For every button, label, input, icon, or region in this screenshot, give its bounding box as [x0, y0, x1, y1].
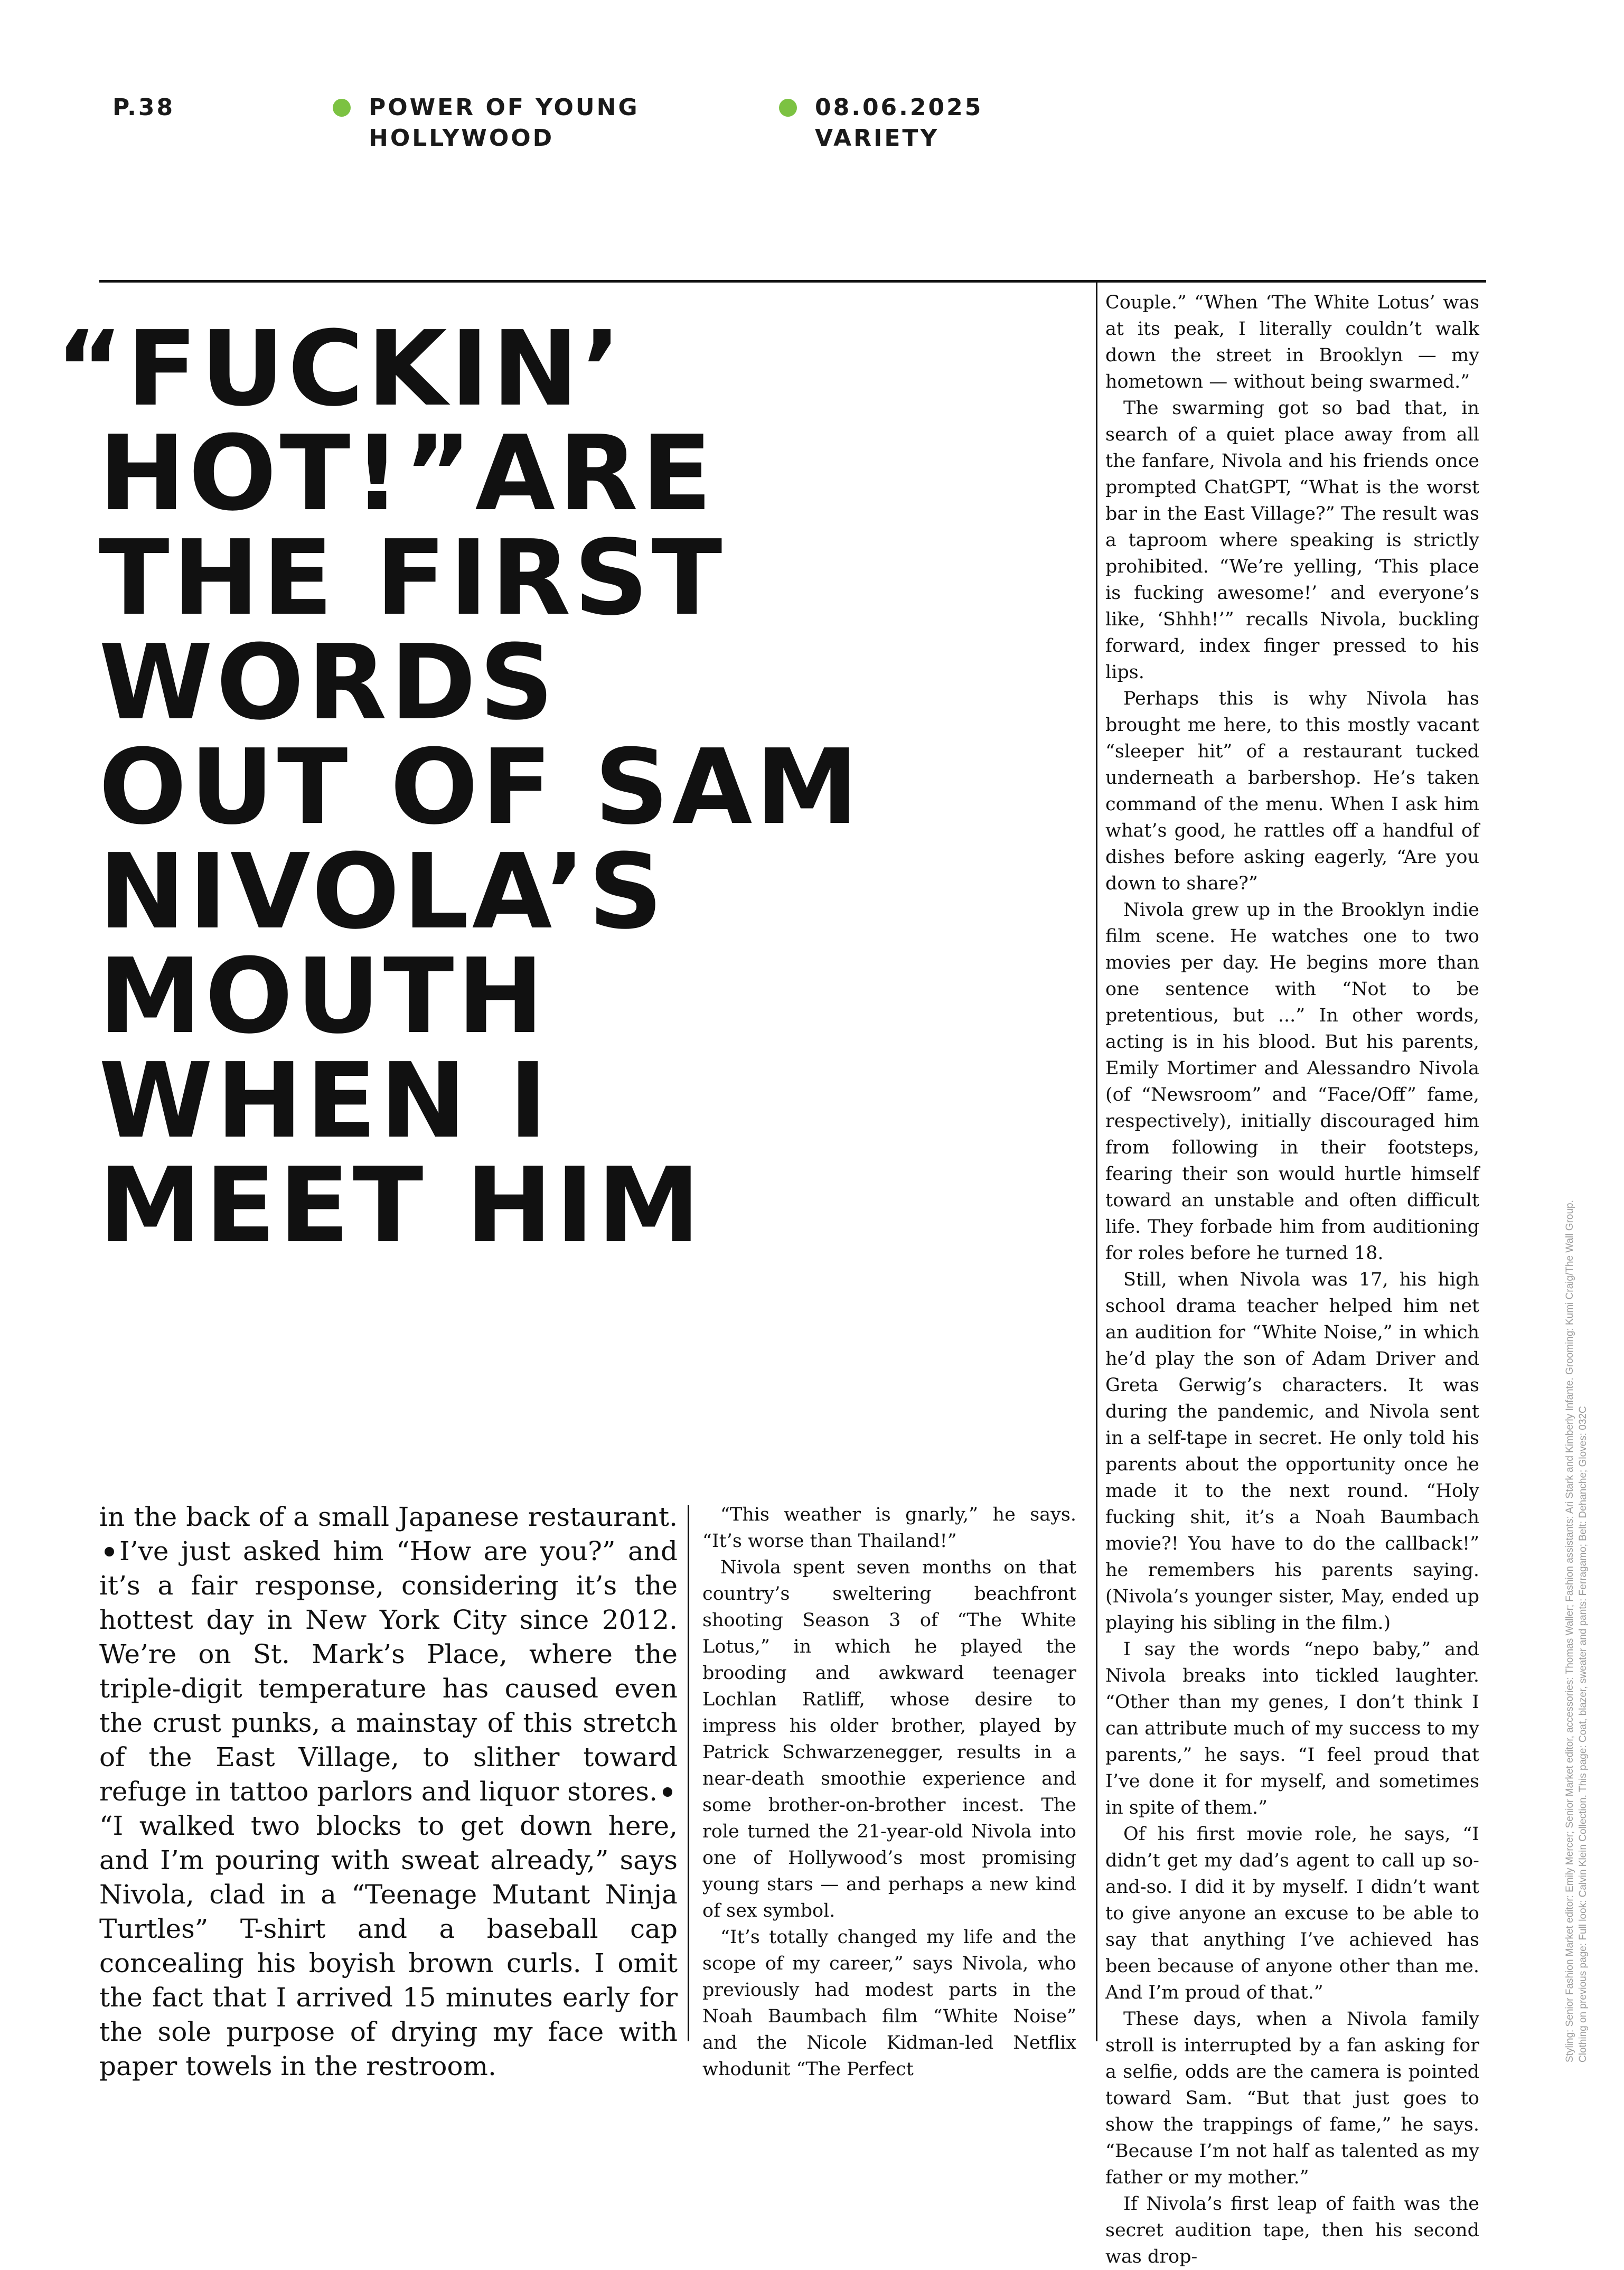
lead-text-1: in the back of a small Japanese restaurant. [99, 1502, 678, 1532]
headline-line: NIVOLA’S [99, 832, 667, 952]
issue-dot-icon [779, 99, 797, 117]
body-column-2 [702, 1502, 1076, 2083]
headline-line: HOT!”ARE [99, 414, 716, 534]
body-paragraph: “It’s totally changed my life and the scope of my career,” says Nivola, who previously had modest parts in the Noah Baumbach film “White Noise” and the Nicole Kidman-led Netflix whodunit “The Perfect [702, 1927, 1076, 2080]
body-paragraph: Of his first movie role, he says, “I didn’t get my dad’s agent to call up so-and-so. I did it by myself. I didn’t want to give anyone an excuse to be able to say that anything I’ve achieved has been because of anyone other than me. And I’m proud of that.” [1105, 1824, 1479, 2003]
body-paragraph: Couple.” “When ‘The White Lotus’ was at its peak, I literally couldn’t walk down the street in Brooklyn — my hometown — without being swarmed.” [1105, 292, 1479, 392]
issue-date: 08.06.2025 [815, 94, 983, 121]
lead-paragraph [99, 1500, 678, 2084]
credits-line-2: Clothing on previous page: Full look: Calvin Klein Collection. This page: Coat, blazer, sweater and pants: Ferragamo; Belt: Dehanche; Gloves: 032C [1578, 1406, 1589, 2062]
body-paragraph: Still, when Nivola was 17, his high school drama teacher helped him net an audition for “White Noise,” in which he’d play the son of Adam Driver and Greta Gerwig’s characters. It was during the pandemic, and Nivola sent in a self-tape in secret. He only told his parents about the opportunity once he made it to the next round. “Holy fucking shit, it’s a Noah Baumbach movie?! You have to do the callback!” he remembers his parents saying. (Nivola’s younger sister, May, ended up playing his sibling in the film.) [1105, 1269, 1479, 1634]
body-paragraph: Perhaps this is why Nivola has brought me here, to this mostly vacant “sleeper hit” of a restaurant tucked underneath a barbershop. He’s taken command of the menu. When I ask him what’s good, he rattles off a handful of dishes before asking eagerly, “Are you down to share?” [1105, 688, 1479, 894]
bullet-icon [105, 1547, 114, 1556]
body-paragraph: Nivola grew up in the Brooklyn indie film scene. He watches one to two movies per day. He begins more than one sentence with “Not to be pretentious, but ...” In other words, acting is in his blood. But his parents, Emily Mortimer and Alessandro Nivola (of “Newsroom” and “Face/Off” fame, respectively), initially discouraged him from following in their footsteps, fearing their son would hurtle himself toward an unstable and often difficult life. They forbade him from auditioning for roles before he turned 18. [1105, 899, 1479, 1264]
credits-line-1: Styling: Senior Fashion Market editor: Emily Mercer; Senior Market editor, accessories: Thomas Waller; Fashion assistants: Ari Stark and Kimberly Infante. Grooming: Kumi Craig/The Wall Group. [1564, 1200, 1575, 2062]
body-paragraph: The swarming got so bad that, in search of a quiet place away from all the fanfare, Nivola and his friends once prompted ChatGPT, “What is the worst bar in the East Village?” The result was a taproom where speaking is strictly prohibited. “We’re yelling, ‘This place is fucking awesome!’ and everyone’s like, ‘Shhh!’” recalls Nivola, buckling forward, index finger pressed to his lips. [1105, 398, 1479, 683]
headline-line: THE FIRST [99, 518, 726, 639]
headline-line: WORDS [99, 623, 557, 743]
body-column-3 [1105, 289, 1479, 2270]
lead-text-2: I’ve just asked him “How are you?” and it’s a fair response, considering it’s the hottest day in New York City since 2012. We’re on St. Mark’s Place, where the triple-digit temperature has caused even the crust punks, a mainstay of this stretch of the East Village, to slither toward refuge in tattoo parlors and liquor stores. [99, 1536, 678, 1807]
body-paragraph: “This weather is gnarly,” he says. “It’s worse than Thailand!” [702, 1504, 1076, 1552]
headline-line: OUT OF SAM [99, 727, 862, 848]
column-divider [688, 1505, 689, 2041]
body-paragraph: I say the words “nepo baby,” and Nivola breaks into tickled laughter. “Other than my genes, I don’t think I can attribute much of my success to my parents,” he says. “I feel proud that I’ve done it for myself, and sometimes in spite of them.” [1105, 1639, 1479, 1818]
photo-credits [1563, 1059, 1590, 2062]
bullet-icon [663, 1787, 672, 1797]
publication-name: VARIETY [815, 125, 940, 152]
headline [55, 309, 862, 1266]
headline-line: WHEN I [99, 1041, 551, 1161]
section-line-2: HOLLYWOOD [369, 125, 555, 152]
column-divider [1096, 280, 1097, 2041]
section-line-1: POWER OF YOUNG [369, 94, 640, 121]
header-rule [99, 280, 1486, 283]
body-paragraph: Nivola spent seven months on that country’s sweltering beachfront shooting Season 3 of “The White Lotus,” in which he played the brooding and awkward teenager Lochlan Ratliff, whose desire to impress his older brother, played by Patrick Schwarzenegger, results in a near-death smoothie experience and some brother-on-brother incest. The role turned the 21-year-old Nivola into one of Hollywood’s most promising young stars — and perhaps a new kind of sex symbol. [702, 1557, 1076, 1921]
headline-line: MOUTH [99, 936, 547, 1057]
body-paragraph: These days, when a Nivola family stroll is interrupted by a fan asking for a selfie, odds are the camera is pointed toward Sam. “But that just goes to show the trappings of fame,” he says. “Because I’m not half as talented as my father or my mother.” [1105, 2009, 1479, 2188]
body-paragraph: If Nivola’s first leap of faith was the secret audition tape, then his second was drop- [1105, 2193, 1479, 2267]
lead-text-3: “I walked two blocks to get down here, and I’m pouring with sweat already,” says Nivola, clad in a “Teenage Mutant Ninja Turtles” T-shirt and a baseball cap concealing his boyish brown curls. I omit the fact that I arrived 15 minutes early for the sole purpose of drying my face with paper towels in the restroom. [99, 1811, 678, 2081]
page-number: P.38 [112, 94, 175, 121]
section-dot-icon [333, 99, 351, 117]
headline-line: MEET HIM [99, 1146, 703, 1266]
headline-line: “FUCKIN’ [55, 309, 624, 429]
